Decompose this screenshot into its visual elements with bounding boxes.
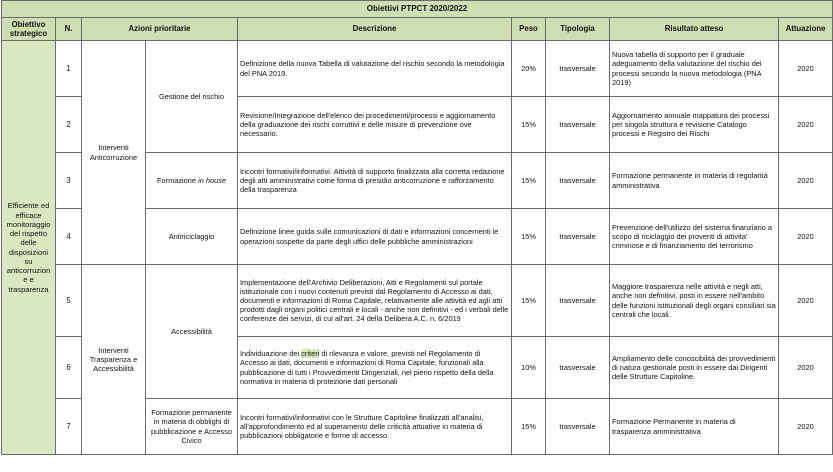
row-number: 4 [56,209,82,265]
implementation-year-cell: 2020 [779,209,833,265]
table-title: Obiettivi PTPCT 2020/2022 [2,1,833,18]
action-label-italic: in house [198,175,227,185]
highlighted-word: criteri [301,349,320,359]
weight-cell: 10% [512,337,546,399]
header-peso: Peso [512,18,546,41]
action-accessibilita: Accessibilità [146,265,238,399]
table-row [2,41,833,97]
expected-result-cell: Formazione permanente in materia di regolarità amministrativa [610,153,779,209]
description-pre: Individuazione dei [240,349,302,359]
header-attuazione: Attuazione [779,18,833,41]
header-descrizione: Descrizione [238,18,512,41]
expected-result-cell: Aggiornamento annuale mappatura dei processi per singola struttura e revisione Catalogo processi e Registro dei Rischi [610,97,779,153]
description-cell: Definizione linee guida sulle comunicazioni di dati e informazioni concernenti le operazioni sospette da parte degli uffici delle pubbliche amministrazioni [238,209,512,265]
type-cell: trasversale [546,209,610,265]
action-gestione-rischio: Gestione del rischio [146,41,238,153]
description-cell: Implementazione dell'Archivio Deliberazioni, Atti e Regolamenti sul portale istituzionale con i nuovi contenuti previsti dal Regolamento di Accesso ai dati, documenti e informazioni di Roma Capitale, relativamente alle attività ed agli atti prodotti dagli organi politici centrali e locali - anche non definitivi - ed i verbali delle conferenze dei servizi, di cui all'art. 24 della Delibera A.C. n. 6/2019 [238,265,512,337]
action-antiriciclaggio: Antiriciclaggio [146,209,238,265]
implementation-year-cell: 2020 [779,337,833,399]
row-number: 1 [56,41,82,97]
weight-cell: 15% [512,399,546,455]
implementation-year-cell: 2020 [779,41,833,97]
header-risultato: Risultato atteso [610,18,779,41]
description-post: di rilevanza e valore, previsti nel Regolamento di Accesso ai dati, documenti e informazioni di Roma Capitale, funzionali alla pubblicazione di tutti i Provvedimenti Dirigenziali, nel pieno rispetto della della normativa in materia di protezione dati personali [240,349,494,386]
description-cell: Revisione/Integrazione dell'elenco dei procedimenti/processi e aggiornamento della graduazione dei rischi corruttivi e delle misure di prevenzione ove necessario. [238,97,512,153]
table-row [2,265,833,337]
expected-result-cell: Nuova tabella di supporto per il graduale adeguamento della valutazione del rischio dei processi secondo la nuova metodologia (PNA 2019) [610,41,779,97]
implementation-year-cell: 2020 [779,399,833,455]
header-tipologia: Tipologia [546,18,610,41]
type-cell: trasversale [546,41,610,97]
weight-cell: 15% [512,97,546,153]
header-azioni: Azioni prioritarie [82,18,238,41]
expected-result-cell: Ampliamento delle conoscibilità dei provvedimenti di natura gestionale posti in essere dai Dirigenti delle Strutture Capitoline. [610,337,779,399]
description-cell: Incontri formativi/informativi con le Strutture Capitoline finalizzati all'analisi, all'approfondimento ed al superamento delle criticità attuative in materia di pubblicazioni obbligatorie e forme di accesso. [238,399,512,455]
expected-result-cell: Prevenzione dell'utilizzo del sistema finanziario a scopo di riciclaggio dei proventi di attivita' criminose e di finanziamento del terrorismo [610,209,779,265]
type-cell: trasversale [546,153,610,209]
action-formazione-in-house [146,153,238,209]
weight-cell: 20% [512,41,546,97]
header-obiettivo: Obiettivo strategico [2,18,56,41]
strategic-objective-cell: Efficiente ed efficace monitoraggio del rispetto delle disposizioni su anticorruzion e e trasparenza [2,41,56,455]
weight-cell: 15% [512,153,546,209]
title-row [2,1,833,18]
group-trasparenza: Interventi Trasparenza e Accessibilità [82,265,146,455]
group-anticorruzione: Interventi Anticorruzione [82,41,146,265]
row-number: 3 [56,153,82,209]
implementation-year-cell: 2020 [779,97,833,153]
type-cell: trasversale [546,337,610,399]
type-cell: trasversale [546,97,610,153]
type-cell: trasversale [546,265,610,337]
implementation-year-cell: 2020 [779,265,833,337]
description-cell: Incontri formativi/informativi. Attività di supporto finalizzata alla corretta redazione degli atti amministrativi come forma di presidio anticorruzione e rafforzamento della trasparenza [238,153,512,209]
type-cell: trasversale [546,399,610,455]
implementation-year-cell: 2020 [779,153,833,209]
row-number: 7 [56,399,82,455]
description-cell [238,337,512,399]
description-cell: Definizione della nuova Tabella di valutazione del rischio secondo la metodologia del PNA 2019. [238,41,512,97]
objectives-table [1,0,833,455]
action-label-pre: Formazione [156,175,199,185]
row-number: 6 [56,337,82,399]
action-formazione-permanente: Formazione permanente in materia di obblighi di pubblicazione e Accesso Civico [146,399,238,455]
expected-result-cell: Maggiore trasparenza nelle attività e negli atti, anche non definitivi, posti in essere nell'ambito delle funzioni istituzionali degli organi consiliari sia centrali che locali. [610,265,779,337]
row-number: 2 [56,97,82,153]
expected-result-cell: Formazione Permanente in materia di trasparenza amministrativa [610,399,779,455]
weight-cell: 15% [512,265,546,337]
row-number: 5 [56,265,82,337]
header-row [2,18,833,41]
weight-cell: 15% [512,209,546,265]
header-n: N. [56,18,82,41]
